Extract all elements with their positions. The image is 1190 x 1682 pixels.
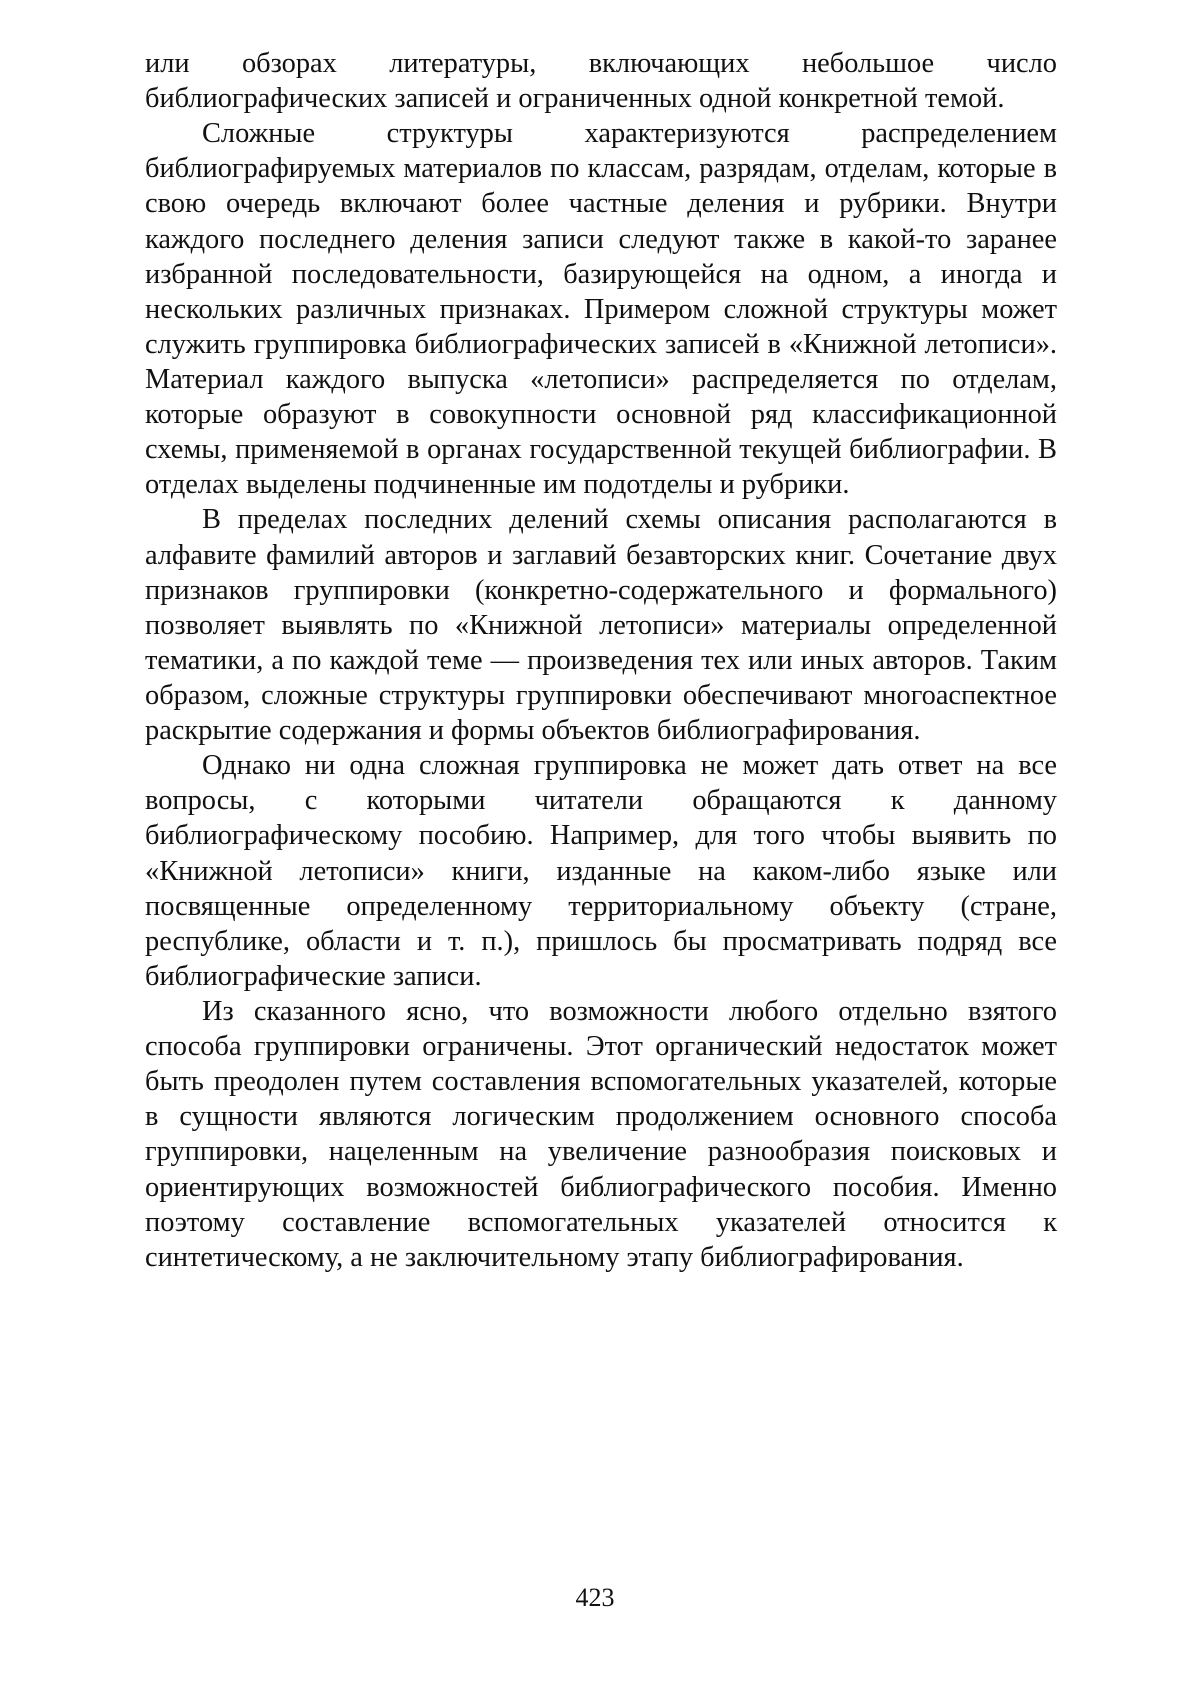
paragraph-alphabetical-order: В пределах последних делений схемы описания располагаются в алфавите фамилий авторов и заглавий безавторских книг. Сочетание двух признаков группировки (конкретно-содержательного и формального) позволяет выявлять по «Книжной летописи» материалы определенной тематики, а по каждой теме — произведения тех или иных авторов. Таким образом, сложные структуры группировки обеспечивают многоаспектное раскрытие содержания и формы объектов библиографирования. [145, 504, 1057, 747]
paragraph-auxiliary-indexes: Из сказанного ясно, что возможности любого отдельно взятого способа группировки ограничены. Этот органический недостаток может быть преодолен путем составления вспомогательных указателей, которые в сущности являются логическим продолжением основного способа группировки, нацеленным на увеличение разнообразия поисковых и ориентирующих возможностей библиографического пособия. Именно поэтому составление вспомогательных указателей относится к синтетическому, а не заключительному этапу библиографирования. [145, 995, 1057, 1273]
paragraph-grouping-limits: Однако ни одна сложная группировка не может дать ответ на все вопросы, с которыми читатели обращаются к данному библиографическому пособию. Например, для того чтобы выявить по «Книжной летописи» книги, изданные на каком-либо языке или посвященные определенному территориальному объекту (стране, республике, области и т. п.), пришлось бы просматривать подряд все библиографические записи. [145, 750, 1057, 992]
paragraph-continuation: или обзорах литературы, включающих небольшое число библиографических записей и ограниченных одной конкретной темой. [145, 48, 1057, 115]
paragraph-complex-structures: Сложные структуры характеризуются распределением библиографируемых материалов по классам, разрядам, отделам, которые в свою очередь включают более частные деления и рубрики. Внутри каждого последнего деления записи следуют также в какой-то заранее избранной последовательности, базирующейся на одном, а иногда и нескольких различных признаках. Примером сложной структуры может служить группировка библиографических записей в «Книжной летописи». Материал каждого выпуска «летописи» распределяется по отделам, которые образуют в совокупности основной ряд классификационной схемы, применяемой в органах государственной текущей библиографии. В отделах выделены подчиненные им подотделы и рубрики. [145, 118, 1057, 501]
page-body [145, 46, 1057, 1275]
page-number: 423 [575, 1583, 615, 1612]
